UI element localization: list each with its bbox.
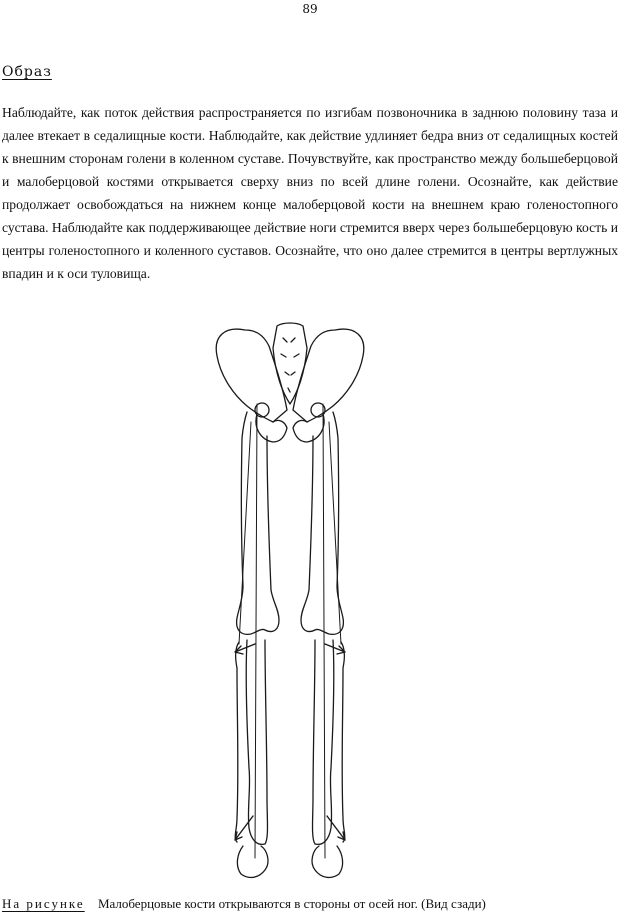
right-fibula bbox=[341, 642, 345, 842]
figure-caption bbox=[2, 896, 618, 912]
right-femur bbox=[301, 412, 343, 634]
section-title: Образ bbox=[2, 64, 52, 80]
right-tibia bbox=[313, 640, 334, 844]
right-ankle-arrow bbox=[327, 816, 345, 840]
left-ankle-arrow bbox=[235, 816, 253, 840]
right-knee-arrow bbox=[325, 644, 345, 654]
figure-caption-label: На рисунке bbox=[2, 896, 85, 911]
left-foot bbox=[237, 846, 268, 877]
legs-skeleton-illustration bbox=[195, 318, 385, 888]
left-ischium bbox=[256, 414, 287, 442]
left-fibula bbox=[235, 642, 239, 842]
body-paragraph: Наблюдайте, как поток действия распространяется по изгибам позвоночника в заднюю половину таза и далее втекает в седалищные кости. Наблюдайте, как действие удлиняет бедра вниз от седалищных костей к внешним сторонам голени в коленном суставе. Почувствуйте, как пространство между большеберцовой и малоберцовой костями открывается сверху вниз по всей длине голени. Осознайте, как действие продолжает освобождаться на нижнем конце малоберцовой кости на внешнем краю голеностопного сустава. Наблюдайте как поддерживающее действие ноги стремится вверх через большеберцовую кость и центры голеностопного и коленного суставов. Осознайте, что оно далее стремится в центры вертлужных впадин и к оси туловища. bbox=[2, 105, 618, 281]
right-ischium bbox=[293, 414, 324, 442]
page-number: 89 bbox=[302, 2, 318, 16]
left-femur bbox=[237, 412, 279, 634]
right-foot bbox=[312, 846, 343, 877]
left-knee-arrow bbox=[235, 644, 255, 654]
left-ilium bbox=[216, 329, 287, 422]
left-tibia bbox=[246, 640, 267, 844]
figure-caption-text: Малоберцовые кости открываются в стороны от осей ног. (Вид сзади) bbox=[97, 896, 486, 911]
right-ilium bbox=[293, 329, 364, 422]
